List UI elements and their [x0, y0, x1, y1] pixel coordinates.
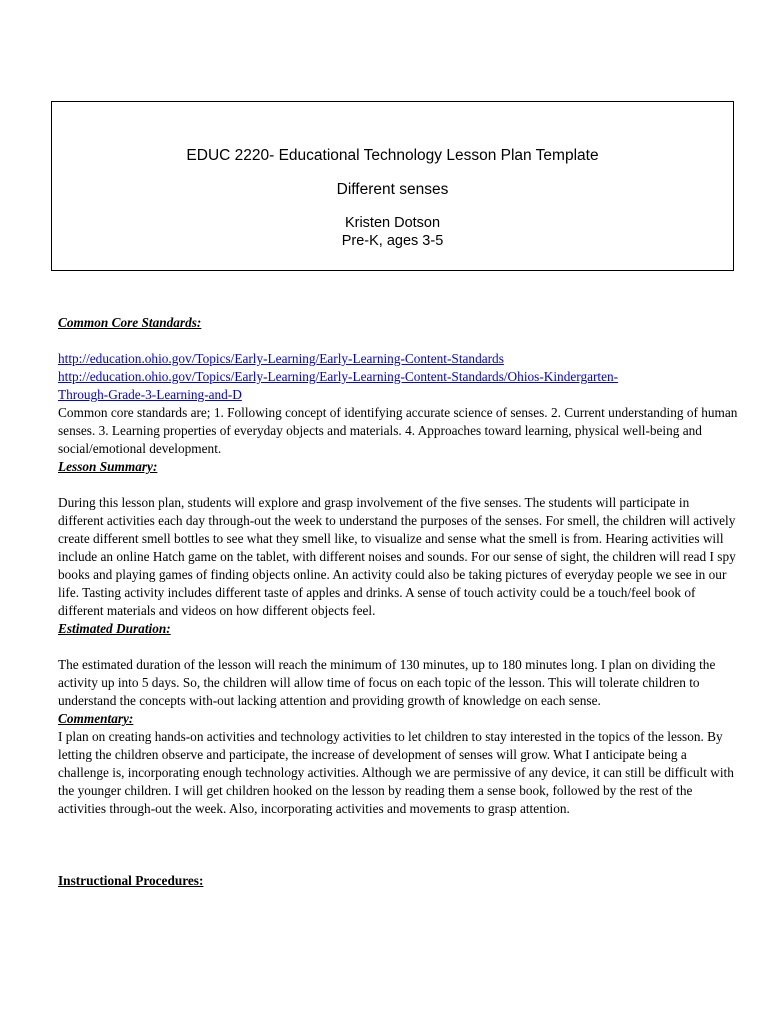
- spacer: [58, 332, 738, 350]
- commentary-heading: Commentary:: [58, 711, 134, 726]
- author-name: Kristen Dotson: [344, 215, 441, 231]
- spacer: [58, 836, 738, 854]
- spacer: [58, 476, 738, 494]
- spacer: [58, 638, 738, 656]
- procedures-heading: Instructional Procedures:: [58, 873, 204, 888]
- document-body: [58, 314, 738, 890]
- course-title: EDUC 2220- Educational Technology Lesson Plan Template: [186, 147, 599, 164]
- spacer: [58, 854, 738, 872]
- summary-heading: Lesson Summary:: [58, 459, 158, 474]
- standards-text: Common core standards are; 1. Following concept of identifying accurate science of senses. 2. Current understanding of human senses. 3. Learning properties of everyday objects and materials. 4. Approaches toward learning, physical well-being and social/emotional development.: [58, 405, 738, 456]
- standards-link-2[interactable]: [58, 368, 738, 404]
- standards-link-2-line1: http://education.ohio.gov/Topics/Early-Learning/Early-Learning-Content-Standards/Ohios-Kindergarten-: [58, 369, 619, 384]
- duration-heading: Estimated Duration:: [58, 621, 171, 636]
- summary-text: During this lesson plan, students will explore and grasp involvement of the five senses. The students will participate in different activities each day through-out the week to understand the purposes of the senses. For smell, the children will actively create different smell bottles to see what they smell like, to visualize and sense what the smell is from. Hearing activities will include an online Hatch game on the tablet, with different noises and sounds. For our sense of sight, the children will read I spy books and playing games of finding objects online. An activity could also be taking pictures of everyday people we see in our life. Tasting activity includes different taste of apples and drinks. A sense of touch activity could be a touch/feel book of different materials and videos on how different objects feel.: [58, 495, 736, 618]
- duration-text: The estimated duration of the lesson will reach the minimum of 130 minutes, up to 180 minutes long. I plan on dividing the activity up into 5 days. So, the children will allow time of focus on each topic of the lesson. This will tolerate children to understand the concepts with-out lacking attention and providing growth of knowledge on each sense.: [58, 657, 716, 708]
- lesson-title: Different senses: [336, 181, 449, 198]
- standards-link-2-line2: Through-Grade-3-Learning-and-D: [58, 387, 242, 402]
- standards-heading: Common Core Standards:: [58, 315, 202, 330]
- standards-link-1[interactable]: http://education.ohio.gov/Topics/Early-Learning/Early-Learning-Content-Standards: [58, 351, 504, 366]
- grade-level: Pre-K, ages 3-5: [341, 233, 444, 249]
- commentary-text: I plan on creating hands-on activities and technology activities to let children to stay interested in the topics of the lesson. By letting the children observe and participate, the increase of development of senses will grow. What I anticipate being a challenge is, incorporating enough technology activities. Although we are permissive of any device, it can still be difficult with the younger children. I will get children hooked on the lesson by reading them a sense book, followed by the rest of the activities through-out the week. Also, incorporating activities and movements to grasp attention.: [58, 729, 734, 816]
- title-box: [51, 101, 734, 271]
- spacer: [58, 818, 738, 836]
